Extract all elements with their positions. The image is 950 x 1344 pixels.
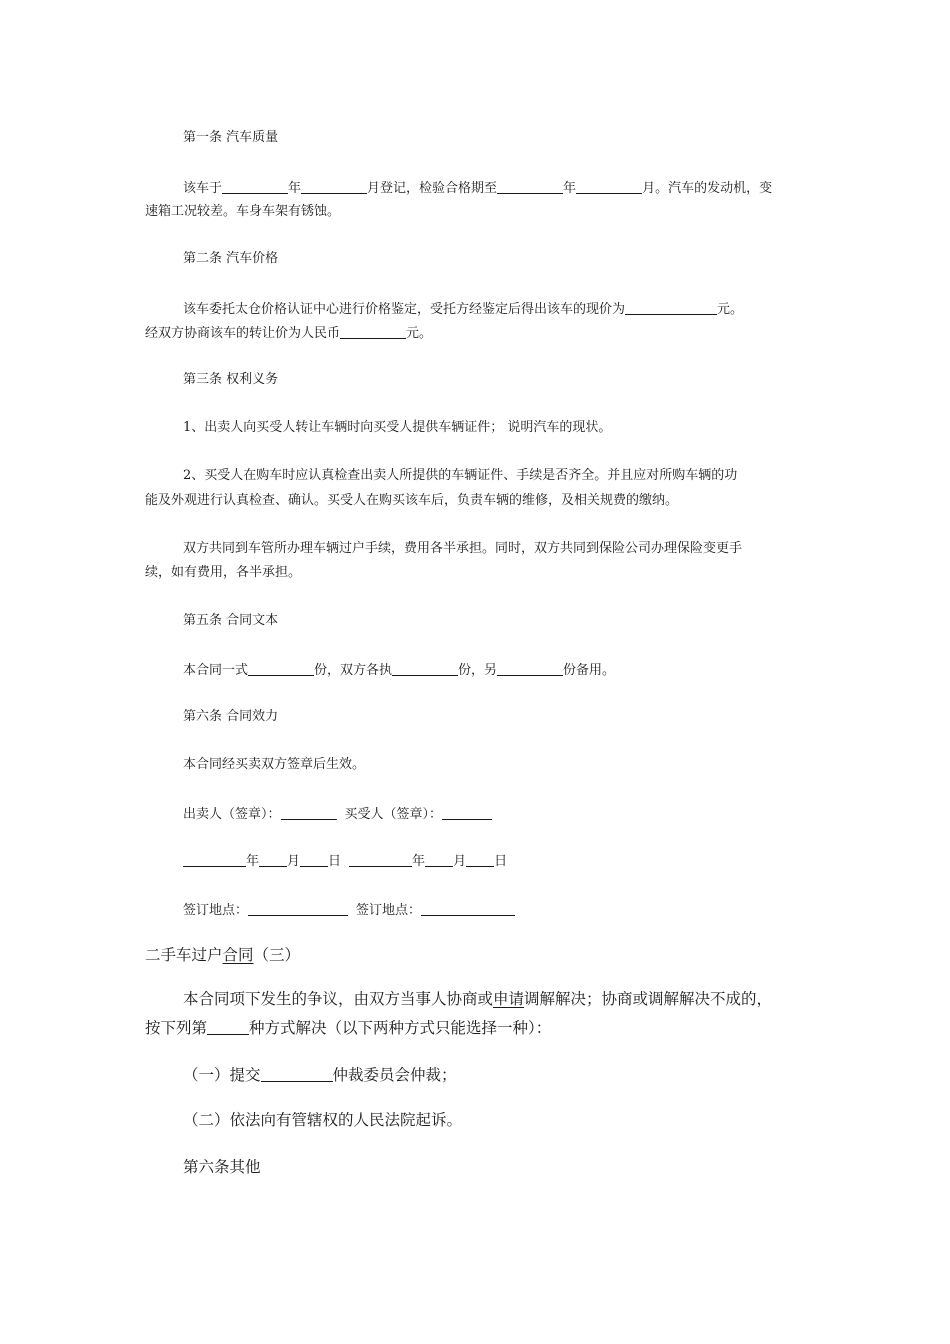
signing-place-line: 签订地点： 签订地点：	[183, 902, 515, 917]
section-6-heading: 第六条 合同效力	[183, 709, 279, 724]
signature-line: 出卖人（签章）： 买受人（签章）：	[183, 806, 492, 821]
section-1-heading: 第一条 汽车质量	[183, 130, 279, 145]
section-6-body: 本合同经买卖双方签章后生效。	[183, 757, 366, 772]
dispute-option-2: （二）依法向有管辖权的人民法院起诉。	[183, 1111, 463, 1129]
section-1-line-2: 速箱工况较差。车身车架有锈蚀。	[145, 204, 341, 219]
section-3-item-2-line-1: 2、买受人在购车时应认真检查出卖人所提供的车辆证件、手续是否齐全。并且应对所购车辆的功	[183, 468, 738, 483]
section-3-item-1: 1、出卖人向买受人转让车辆时向买受人提供车辆证件； 说明汽车的现状。	[183, 420, 612, 435]
section-2-heading: 第二条 汽车价格	[183, 251, 279, 266]
section-5-heading: 第五条 合同文本	[183, 613, 279, 628]
section-3-item-3-line-1: 双方共同到车管所办理车辆过户手续，费用各半承担。同时，双方共同到保险公司办理保险变更手	[183, 541, 743, 556]
dispute-line-1: 本合同项下发生的争议，由双方当事人协商或申请调解解决；协商或调解解决不成的，	[183, 990, 773, 1008]
section-3-item-2-line-2: 能及外观进行认真检查、确认。买受人在购买该车后，负责车辆的维修，及相关规费的缴纳。	[145, 493, 679, 508]
dispute-line-2: 按下列第 种方式解决（以下两种方式只能选择一种）：	[145, 1019, 552, 1037]
section-1-line-1: 该车于 年 月登记，检验合格期至 年 月。汽车的发动机，变	[183, 181, 773, 196]
section-2-line-2: 经双方协商该车的转让价为人民币 元。	[145, 326, 433, 341]
apply-link[interactable]: 申请	[493, 990, 525, 1008]
contract-3-title: 二手车过户合同（三）	[145, 946, 301, 964]
section-5-line-1: 本合同一式 份，双方各执 份，另 份备用。	[183, 663, 616, 678]
section-6-other-heading: 第六条其他	[183, 1158, 261, 1176]
date-line: 年 月 日 年 月 日	[183, 853, 507, 868]
dispute-option-1: （一）提交 仲裁委员会仲裁；	[183, 1066, 457, 1084]
contract-link[interactable]: 合同	[222, 946, 254, 964]
section-3-heading: 第三条 权利义务	[183, 372, 279, 387]
section-3-item-3-line-2: 续，如有费用，各半承担。	[145, 565, 302, 580]
section-2-line-1: 该车委托太仓价格认证中心进行价格鉴定，受托方经鉴定后得出该车的现价为 元。	[183, 302, 744, 317]
